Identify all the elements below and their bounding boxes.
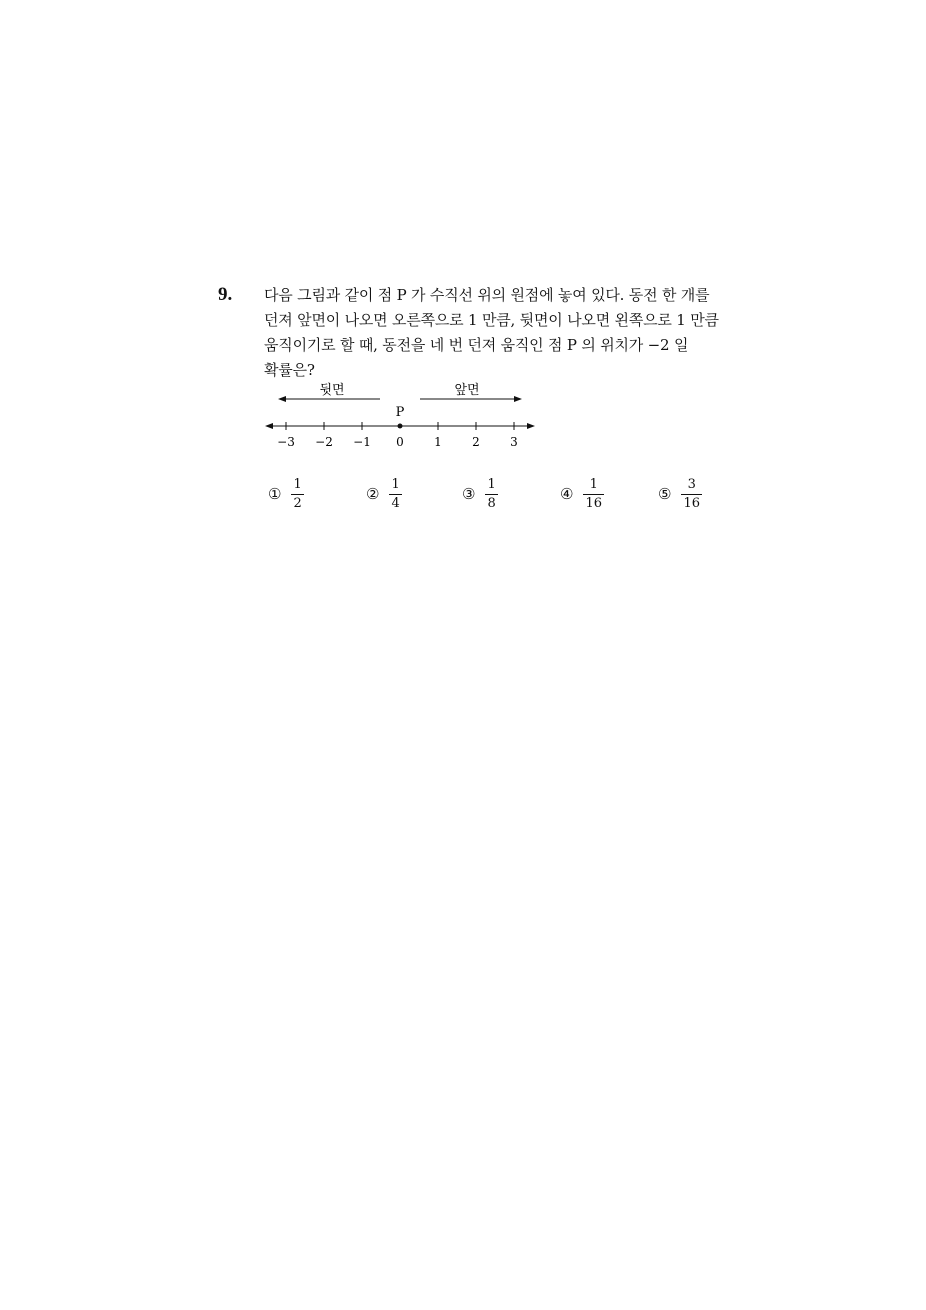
- choice-2-numerator: 1: [391, 476, 400, 492]
- choice-2-denominator: 4: [391, 495, 400, 511]
- tails-label: 뒷면: [319, 383, 345, 398]
- choice-2-fraction: [389, 477, 401, 512]
- tick-label-2: 2: [472, 435, 480, 449]
- fraction-bar: [485, 494, 497, 495]
- fraction-bar: [583, 494, 604, 495]
- tick-label-minus-1: −1: [353, 435, 371, 449]
- tails-arrow-head: [278, 396, 286, 402]
- tick-label-minus-2: −2: [315, 435, 333, 449]
- choice-4-fraction: [583, 477, 604, 512]
- heads-label: 앞면: [454, 383, 480, 398]
- tick-label-0: 0: [396, 435, 404, 449]
- point-p-label: P: [395, 405, 405, 420]
- tick-label-1: 1: [434, 435, 442, 449]
- fraction-bar: [389, 494, 401, 495]
- choice-3-marker: ③: [462, 485, 476, 503]
- answer-choices: [268, 474, 748, 518]
- heads-arrow-head: [514, 396, 522, 402]
- problem-line-2: 던져 앞면이 나오면 오른쪽으로 1 만큼, 뒷면이 나오면 왼쪽으로 1 만큼: [264, 311, 719, 329]
- choice-4-numerator: 1: [589, 476, 598, 492]
- choice-4-denominator: 16: [585, 495, 602, 511]
- axis-right-arrow-head: [527, 423, 535, 429]
- tick-label-minus-3: −3: [277, 435, 295, 449]
- choice-1[interactable]: [268, 474, 304, 514]
- choice-1-denominator: 2: [293, 495, 302, 511]
- fraction-bar: [681, 494, 702, 495]
- choice-2-marker: ②: [366, 485, 380, 503]
- problem-line-1: 다음 그림과 같이 점 P 가 수직선 위의 원점에 놓여 있다. 동전 한 개를: [264, 286, 710, 304]
- choice-4[interactable]: [560, 474, 604, 514]
- choice-4-marker: ④: [560, 485, 574, 503]
- tick-label-3: 3: [510, 435, 518, 449]
- choice-5-numerator: 3: [687, 476, 696, 492]
- choice-3-numerator: 1: [487, 476, 496, 492]
- choice-1-marker: ①: [268, 485, 282, 503]
- problem-number: 9.: [218, 284, 233, 305]
- choice-5-marker: ⑤: [658, 485, 672, 503]
- choice-1-fraction: [291, 477, 303, 512]
- problem-statement: [264, 283, 754, 383]
- problem-line-3: 움직이기로 할 때, 동전을 네 번 던져 움직인 점 P 의 위치가 −2 일: [264, 336, 689, 354]
- fraction-bar: [291, 494, 303, 495]
- choice-1-numerator: 1: [293, 476, 302, 492]
- choice-3-denominator: 8: [487, 495, 496, 511]
- number-line-svg: [262, 376, 542, 456]
- number-line-figure: [262, 376, 542, 456]
- axis-left-arrow-head: [265, 423, 273, 429]
- problem-line-4: 확률은?: [264, 361, 315, 379]
- choice-2[interactable]: [366, 474, 402, 514]
- choice-5[interactable]: [658, 474, 702, 514]
- choice-3[interactable]: [462, 474, 498, 514]
- choice-5-fraction: [681, 477, 702, 512]
- choice-3-fraction: [485, 477, 497, 512]
- choice-5-denominator: 16: [683, 495, 700, 511]
- point-p-marker: [398, 424, 403, 429]
